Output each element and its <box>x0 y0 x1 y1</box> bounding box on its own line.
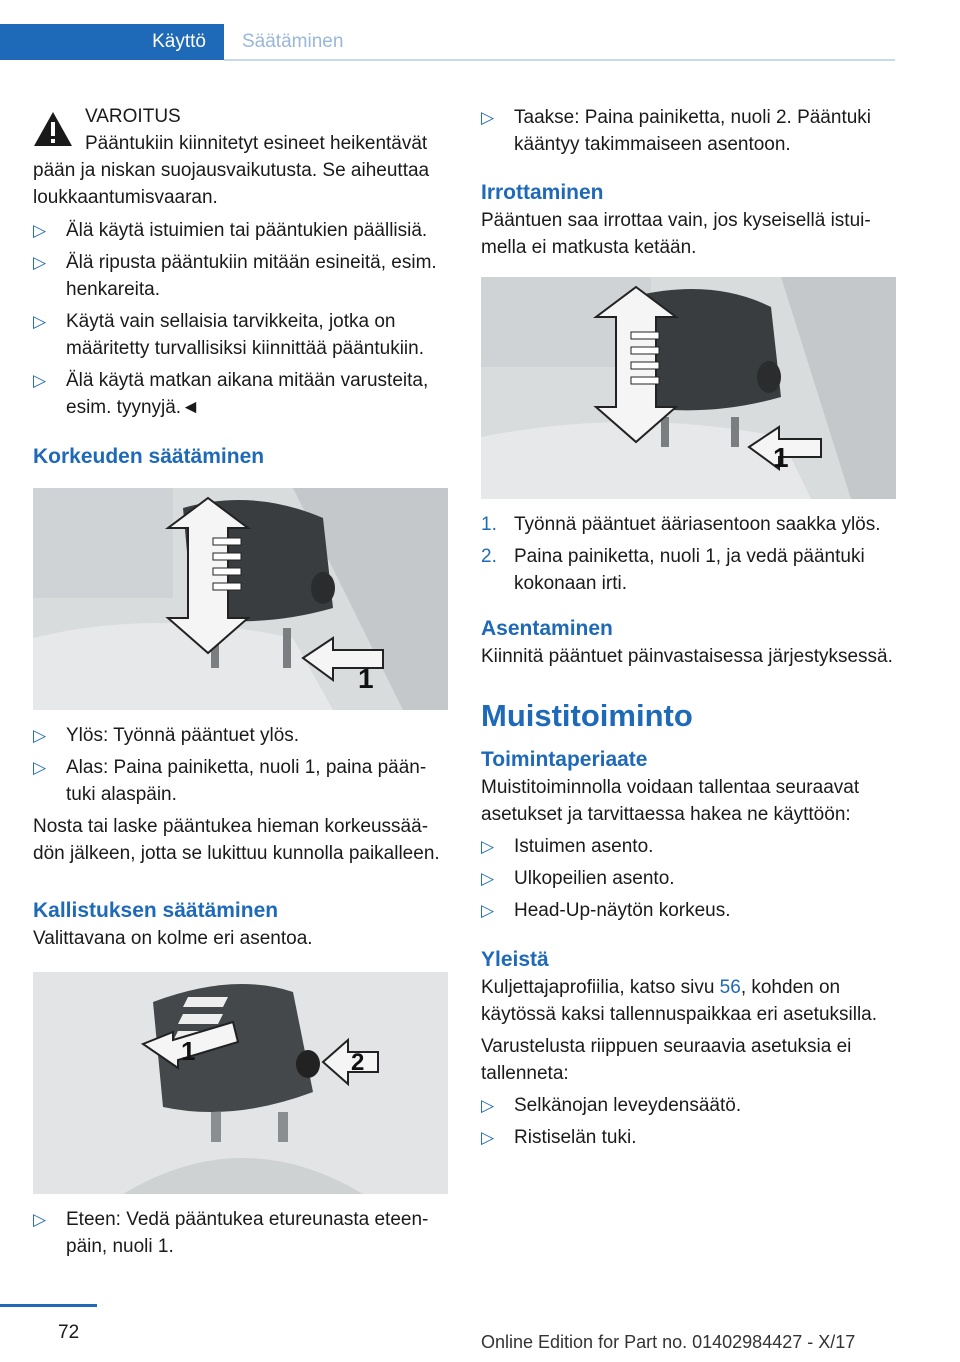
principle-paragraph: Muistitoiminnolla voidaan tallentaa seuraavat asetukset ja tarvittaessa hakea ne käyttöön: <box>481 777 860 825</box>
page-reference-link[interactable]: 56 <box>719 977 741 998</box>
tilt-list <box>33 1206 448 1260</box>
arrow-label: 2 <box>351 1049 365 1076</box>
list-item: ▷ Head-Up-näytön korkeus. <box>481 897 896 924</box>
right-column <box>481 100 896 1151</box>
install-heading: Asentaminen <box>481 617 613 640</box>
triangle-bullet-icon: ▷ <box>33 312 47 331</box>
page-header <box>0 0 895 62</box>
list-item: ▷ Käytä vain sellaisia tarvikkeita, jotka on määritetty turvallisiksi kiinnittää pääntukiin. <box>33 308 448 362</box>
list-item: ▷ Istuimen asento. <box>481 833 896 860</box>
warning-title: VAROITUS <box>85 106 181 127</box>
list-item: ▷ Eteen: Vedä pääntukea etureunasta eteenpäin, nuoli 1. <box>33 1206 448 1260</box>
list-item: ▷ Ulkopeilien asento. <box>481 865 896 892</box>
list-item: ▷ Ristiselän tuki. <box>481 1124 896 1151</box>
headrest-height-illustration <box>33 488 448 710</box>
principle-heading: Toimintaperiaate <box>481 748 648 771</box>
warning-text: Pääntukiin kiinnitetyt esineet heikentävät pään ja niskan suojausvaikutusta. Se aiheuttaa loukkaantumisvaaran. <box>33 133 430 208</box>
arrow-label: 1 <box>358 663 374 694</box>
warning-triangle-icon <box>33 111 73 147</box>
triangle-bullet-icon: ▷ <box>481 901 495 920</box>
remove-heading: Irrottaminen <box>481 181 604 204</box>
warning-list <box>33 217 448 421</box>
tilt-heading: Kallistuksen säätäminen <box>33 899 279 922</box>
general-paragraph-2: Varustelusta riippuen seuraavia asetuksia ei tallenneta: <box>481 1036 852 1084</box>
remove-paragraph: Pääntuen saa irrottaa vain, jos kyseisellä istuimella ei matkusta ketään. <box>481 210 871 258</box>
triangle-bullet-icon: ▷ <box>33 726 47 745</box>
list-item: ▷ Ylös: Työnnä pääntuet ylös. <box>33 722 448 749</box>
page-number: 72 <box>58 1322 80 1343</box>
height-list <box>33 722 448 808</box>
triangle-bullet-icon: ▷ <box>33 371 47 390</box>
list-item: ▷ Selkänojan leveydensäätö. <box>481 1092 896 1119</box>
edition-text: Online Edition for Part no. 01402984427 - X/17 <box>481 1332 856 1352</box>
general-list <box>481 1092 896 1151</box>
list-item: ▷ Älä ripusta pääntukiin mitään esineitä, esim. henkareita. <box>33 249 448 303</box>
list-item: ▷ Älä käytä matkan aikana mitään varusteita, esim. tyynyjä.◄ <box>33 367 448 421</box>
arrow-label: 1 <box>773 442 789 473</box>
list-item: ▷ Alas: Paina painiketta, nuoli 1, paina pääntuki alaspäin. <box>33 754 448 808</box>
list-item: 2. Paina painiketta, nuoli 1, ja vedä pääntuki kokonaan irti. <box>481 543 896 597</box>
memory-heading: Muistitoiminto <box>481 698 693 733</box>
headrest-remove-figure <box>481 277 896 499</box>
general-paragraph: Kuljettajaprofiilia, katso sivu 56, kohden on käytössä kaksi tallennuspaikkaa eri asetuksilla. <box>481 977 878 1025</box>
principle-list <box>481 833 896 924</box>
tilt-paragraph: Valittavana on kolme eri asentoa. <box>33 928 313 949</box>
list-item: 1. Työnnä pääntuet ääriasentoon saakka ylös. <box>481 511 896 538</box>
remove-steps <box>481 511 896 597</box>
triangle-bullet-icon: ▷ <box>33 253 47 272</box>
triangle-bullet-icon: ▷ <box>33 221 47 240</box>
header-divider <box>224 59 895 61</box>
height-heading: Korkeuden säätäminen <box>33 445 265 468</box>
triangle-bullet-icon: ▷ <box>481 1096 495 1115</box>
tilt-list-continued <box>481 104 896 158</box>
triangle-bullet-icon: ▷ <box>33 1210 47 1229</box>
triangle-bullet-icon: ▷ <box>481 108 495 127</box>
install-paragraph: Kiinnitä pääntuet päinvastaisessa järjestyksessä. <box>481 646 893 667</box>
headrest-height-figure <box>33 488 448 710</box>
section-tab[interactable]: Säätäminen <box>242 31 344 52</box>
headrest-tilt-figure <box>33 972 448 1194</box>
footer-divider <box>0 1304 97 1307</box>
triangle-bullet-icon: ▷ <box>481 1128 495 1147</box>
triangle-bullet-icon: ▷ <box>481 869 495 888</box>
chapter-tab-active[interactable]: Käyttö <box>0 24 224 60</box>
list-item: ▷ Taakse: Paina painiketta, nuoli 2. Pääntuki kääntyy takimmaiseen asentoon. <box>481 104 896 158</box>
left-column <box>33 100 448 1260</box>
arrow-label: 1 <box>181 1036 196 1066</box>
triangle-bullet-icon: ▷ <box>481 837 495 856</box>
list-item: ▷ Älä käytä istuimien tai pääntukien päällisiä. <box>33 217 448 244</box>
step-number: 2. <box>481 546 497 567</box>
headrest-tilt-illustration <box>33 972 448 1194</box>
step-number: 1. <box>481 514 497 535</box>
warning-block <box>33 103 448 211</box>
general-heading: Yleistä <box>481 948 549 971</box>
triangle-bullet-icon: ▷ <box>33 758 47 777</box>
headrest-remove-illustration <box>481 277 896 499</box>
height-paragraph: Nosta tai laske pääntukea hieman korkeussäädön jälkeen, jotta se lukittuu kunnolla paikalleen. <box>33 816 440 864</box>
